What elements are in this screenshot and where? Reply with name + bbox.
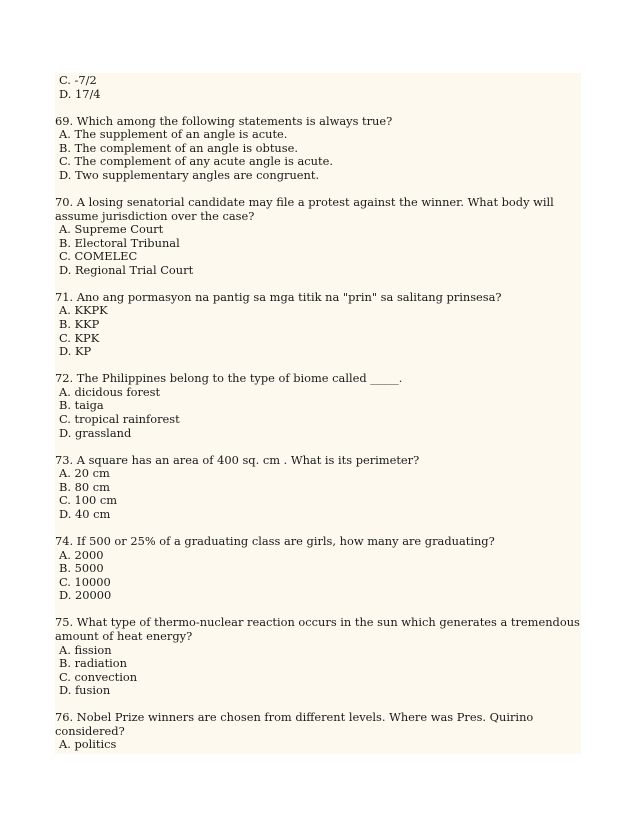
option-c: C. The complement of any acute angle is acute. — [59, 154, 333, 169]
option-b: B. taiga — [59, 398, 104, 413]
question-text: 70. A losing senatorial candidate may file a protest against the winner. What body will assume jurisdiction over the case? — [55, 194, 558, 223]
question-block-73 — [55, 454, 581, 522]
option-b: B. radiation — [59, 656, 127, 671]
option-a: A. KKPK — [59, 303, 108, 318]
question-block-70 — [55, 196, 581, 278]
option-b: B. 80 cm — [59, 479, 110, 494]
question-block-74 — [55, 535, 581, 603]
option-d: D. Regional Trial Court — [59, 262, 194, 277]
option-c: C. 100 cm — [59, 493, 118, 508]
option-c: C. 10000 — [59, 574, 111, 589]
option-d: D. 40 cm — [59, 506, 111, 521]
option-c: C. COMELEC — [59, 249, 138, 264]
option-a: A. politics — [59, 737, 117, 752]
option-d: D. 17/4 — [59, 86, 101, 101]
question-block-69 — [55, 115, 581, 183]
option-d: D. 20000 — [59, 588, 112, 603]
option-b: B. Electoral Tribunal — [59, 235, 180, 250]
question-text: 74. If 500 or 25% of a graduating class are girls, how many are graduating? — [55, 533, 495, 548]
question-block-76 — [55, 711, 581, 752]
option-a: A. dicidous forest — [59, 384, 161, 399]
option-d: D. KP — [59, 344, 92, 359]
question-block-68 — [55, 74, 581, 101]
question-text: 76. Nobel Prize winners are chosen from different levels. Where was Pres. Quirino considered? — [55, 710, 537, 738]
option-a: A. fission — [59, 642, 112, 657]
question-text: 72. The Philippines belong to the type of biome called _____. — [55, 371, 403, 386]
document-page — [55, 73, 584, 754]
option-a: A. The supplement of an angle is acute. — [59, 127, 288, 142]
option-c: C. KPK — [59, 330, 100, 345]
option-a: A. Supreme Court — [59, 222, 164, 237]
question-text: 73. A square has an area of 400 sq. cm . What is its perimeter? — [55, 452, 420, 467]
option-a: A. 20 cm — [59, 466, 110, 481]
option-c: C. convection — [59, 669, 138, 684]
option-d: D. grassland — [59, 425, 132, 440]
option-b: B. The complement of an angle is obtuse. — [59, 140, 298, 155]
question-text: 71. Ano ang pormasyon na pantig sa mga titik na "prin" sa salitang prinsesa? — [55, 289, 502, 304]
option-c: C. tropical rainforest — [59, 412, 180, 427]
option-d: D. Two supplementary angles are congruent. — [59, 167, 320, 182]
question-text: 69. Which among the following statements is always true? — [55, 113, 393, 128]
option-d: D. fusion — [59, 683, 111, 698]
option-a: A. 2000 — [59, 547, 104, 562]
option-b: B. 5000 — [59, 561, 104, 576]
question-text: 75. What type of thermo-nuclear reaction occurs in the sun which generates a tremendous amount of heat energy? — [55, 615, 584, 643]
option-c: C. -7/2 — [59, 73, 97, 87]
option-b: B. KKP — [59, 317, 100, 332]
question-block-72 — [55, 372, 581, 440]
question-block-71 — [55, 291, 581, 359]
question-block-75 — [55, 615, 584, 698]
